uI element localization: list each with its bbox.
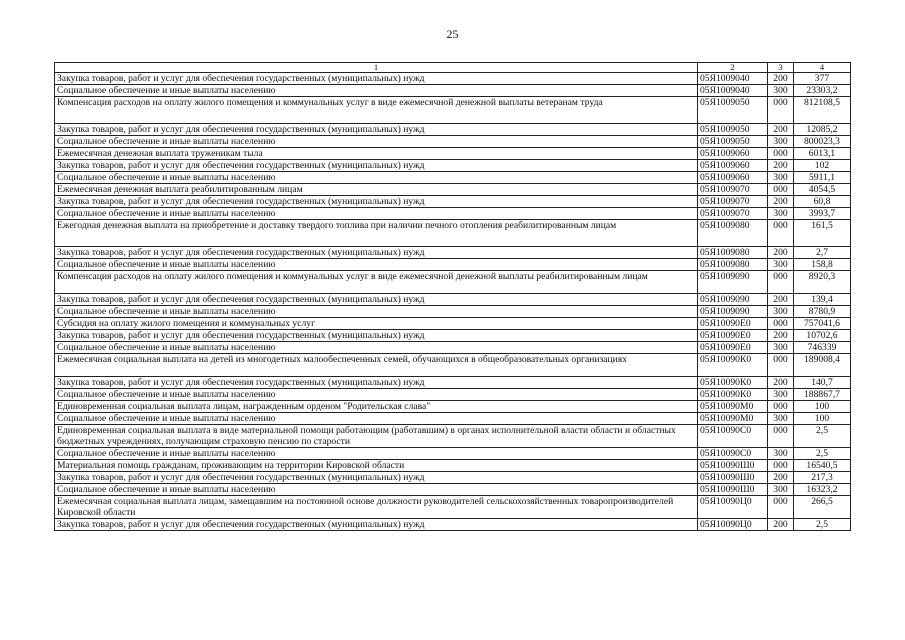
row-name-cell: Ежемесячная денежная выплата труженикам тыла bbox=[55, 148, 698, 160]
row-name-cell: Единовременная социальная выплата лицам, награжденным орденом "Родительская слава" bbox=[55, 401, 698, 413]
table-row bbox=[55, 247, 851, 259]
row-type-cell: 200 bbox=[768, 196, 794, 208]
table-row bbox=[55, 184, 851, 196]
row-amount-cell: 746339 bbox=[794, 342, 851, 354]
table-header-row bbox=[55, 63, 851, 73]
column-header: 4 bbox=[794, 63, 851, 73]
table-row bbox=[55, 271, 851, 294]
row-name-cell: Закупка товаров, работ и услуг для обеспечения государственных (муниципальных) нужд bbox=[55, 124, 698, 136]
row-name-cell: Ежемесячная социальная выплата лицам, замещавшим на постоянной основе должности руководителей сельскохозяйственных товаропроизводителей Кировской области bbox=[55, 496, 698, 519]
row-code-cell: 05Я1009040 bbox=[698, 73, 768, 85]
budget-table-body bbox=[55, 63, 851, 531]
row-name-cell: Закупка товаров, работ и услуг для обеспечения государственных (муниципальных) нужд bbox=[55, 160, 698, 172]
table-row bbox=[55, 136, 851, 148]
row-amount-cell: 12085,2 bbox=[794, 124, 851, 136]
row-name-cell: Закупка товаров, работ и услуг для обеспечения государственных (муниципальных) нужд bbox=[55, 247, 698, 259]
row-amount-cell: 100 bbox=[794, 413, 851, 425]
row-code-cell: 05Я10090Ц0 bbox=[698, 519, 768, 531]
row-code-cell: 05Я1009050 bbox=[698, 136, 768, 148]
row-type-cell: 200 bbox=[768, 73, 794, 85]
table-row bbox=[55, 389, 851, 401]
row-type-cell: 300 bbox=[768, 342, 794, 354]
row-name-cell: Социальное обеспечение и иные выплаты населению bbox=[55, 172, 698, 184]
table-row bbox=[55, 318, 851, 330]
table-row bbox=[55, 73, 851, 85]
row-amount-cell: 2,5 bbox=[794, 425, 851, 448]
column-header: 3 bbox=[768, 63, 794, 73]
row-code-cell: 05Я1009080 bbox=[698, 259, 768, 271]
row-name-cell: Социальное обеспечение и иные выплаты населению bbox=[55, 259, 698, 271]
row-code-cell: 05Я10090Е0 bbox=[698, 342, 768, 354]
row-type-cell: 200 bbox=[768, 330, 794, 342]
row-type-cell: 000 bbox=[768, 318, 794, 330]
row-type-cell: 000 bbox=[768, 271, 794, 294]
row-type-cell: 000 bbox=[768, 496, 794, 519]
row-code-cell: 05Я10090М0 bbox=[698, 401, 768, 413]
row-code-cell: 05Я1009090 bbox=[698, 306, 768, 318]
row-type-cell: 000 bbox=[768, 148, 794, 160]
row-code-cell: 05Я10090Ш0 bbox=[698, 472, 768, 484]
row-amount-cell: 266,5 bbox=[794, 496, 851, 519]
row-code-cell: 05Я10090Ш0 bbox=[698, 484, 768, 496]
row-code-cell: 05Я10090Ц0 bbox=[698, 496, 768, 519]
row-amount-cell: 757041,6 bbox=[794, 318, 851, 330]
row-code-cell: 05Я1009040 bbox=[698, 85, 768, 97]
row-type-cell: 200 bbox=[768, 377, 794, 389]
table-row bbox=[55, 354, 851, 377]
table-row bbox=[55, 85, 851, 97]
row-name-cell: Материальная помощь гражданам, проживающим на территории Кировской области bbox=[55, 460, 698, 472]
row-amount-cell: 2,7 bbox=[794, 247, 851, 259]
row-type-cell: 200 bbox=[768, 294, 794, 306]
row-name-cell: Ежемесячная социальная выплата на детей из многодетных малообеспеченных семей, обучающихся в общеобразовательных организациях bbox=[55, 354, 698, 377]
row-type-cell: 000 bbox=[768, 184, 794, 196]
row-amount-cell: 189008,4 bbox=[794, 354, 851, 377]
row-name-cell: Ежемесячная денежная выплата реабилитированным лицам bbox=[55, 184, 698, 196]
row-code-cell: 05Я1009060 bbox=[698, 148, 768, 160]
row-code-cell: 05Я1009070 bbox=[698, 196, 768, 208]
row-code-cell: 05Я10090Е0 bbox=[698, 330, 768, 342]
row-code-cell: 05Я10090С0 bbox=[698, 448, 768, 460]
row-type-cell: 300 bbox=[768, 136, 794, 148]
row-name-cell: Социальное обеспечение и иные выплаты населению bbox=[55, 484, 698, 496]
row-type-cell: 300 bbox=[768, 448, 794, 460]
row-code-cell: 05Я1009060 bbox=[698, 160, 768, 172]
row-code-cell: 05Я1009070 bbox=[698, 184, 768, 196]
row-code-cell: 05Я10090М0 bbox=[698, 413, 768, 425]
row-type-cell: 000 bbox=[768, 97, 794, 124]
column-header: 1 bbox=[55, 63, 698, 73]
row-name-cell: Субсидия на оплату жилого помещения и коммунальных услуг bbox=[55, 318, 698, 330]
row-amount-cell: 377 bbox=[794, 73, 851, 85]
row-name-cell: Социальное обеспечение и иные выплаты населению bbox=[55, 413, 698, 425]
row-name-cell: Закупка товаров, работ и услуг для обеспечения государственных (муниципальных) нужд bbox=[55, 472, 698, 484]
row-name-cell: Социальное обеспечение и иные выплаты населению bbox=[55, 389, 698, 401]
table-row bbox=[55, 401, 851, 413]
row-type-cell: 200 bbox=[768, 519, 794, 531]
row-name-cell: Закупка товаров, работ и услуг для обеспечения государственных (муниципальных) нужд bbox=[55, 294, 698, 306]
row-type-cell: 300 bbox=[768, 208, 794, 220]
row-type-cell: 300 bbox=[768, 484, 794, 496]
row-code-cell: 05Я10090К0 bbox=[698, 354, 768, 377]
row-name-cell: Закупка товаров, работ и услуг для обеспечения государственных (муниципальных) нужд bbox=[55, 196, 698, 208]
row-type-cell: 300 bbox=[768, 259, 794, 271]
row-amount-cell: 2,5 bbox=[794, 448, 851, 460]
column-header: 2 bbox=[698, 63, 768, 73]
row-code-cell: 05Я10090Ш0 bbox=[698, 460, 768, 472]
row-amount-cell: 10702,6 bbox=[794, 330, 851, 342]
row-name-cell: Социальное обеспечение и иные выплаты населению bbox=[55, 342, 698, 354]
row-code-cell: 05Я1009080 bbox=[698, 247, 768, 259]
table-row bbox=[55, 220, 851, 247]
row-type-cell: 300 bbox=[768, 85, 794, 97]
row-amount-cell: 188867,7 bbox=[794, 389, 851, 401]
row-type-cell: 200 bbox=[768, 124, 794, 136]
row-amount-cell: 6013,1 bbox=[794, 148, 851, 160]
table-row bbox=[55, 259, 851, 271]
row-name-cell: Социальное обеспечение и иные выплаты населению bbox=[55, 208, 698, 220]
row-type-cell: 000 bbox=[768, 460, 794, 472]
row-amount-cell: 23303,2 bbox=[794, 85, 851, 97]
row-name-cell: Закупка товаров, работ и услуг для обеспечения государственных (муниципальных) нужд bbox=[55, 519, 698, 531]
row-code-cell: 05Я10090Е0 bbox=[698, 318, 768, 330]
row-amount-cell: 140,7 bbox=[794, 377, 851, 389]
row-amount-cell: 102 bbox=[794, 160, 851, 172]
row-code-cell: 05Я1009080 bbox=[698, 220, 768, 247]
row-amount-cell: 4054,5 bbox=[794, 184, 851, 196]
table-row bbox=[55, 97, 851, 124]
row-code-cell: 05Я1009090 bbox=[698, 271, 768, 294]
table-row bbox=[55, 124, 851, 136]
table-row bbox=[55, 342, 851, 354]
row-name-cell: Социальное обеспечение и иные выплаты населению bbox=[55, 85, 698, 97]
table-row bbox=[55, 460, 851, 472]
row-amount-cell: 60,8 bbox=[794, 196, 851, 208]
row-code-cell: 05Я10090К0 bbox=[698, 389, 768, 401]
row-amount-cell: 158,8 bbox=[794, 259, 851, 271]
table-row bbox=[55, 148, 851, 160]
row-type-cell: 200 bbox=[768, 247, 794, 259]
budget-table bbox=[54, 62, 851, 531]
row-name-cell: Компенсация расходов на оплату жилого помещения и коммунальных услуг в виде ежемесячной денежной выплаты реабилитированным лицам bbox=[55, 271, 698, 294]
table-row bbox=[55, 448, 851, 460]
table-row bbox=[55, 472, 851, 484]
row-name-cell: Единовременная социальная выплата в виде материальной помощи работающим (работавшим) в органах исполнительной власти области и областных бюджетных учреждениях, получающим страховую пенсию по старости bbox=[55, 425, 698, 448]
table-row bbox=[55, 172, 851, 184]
row-type-cell: 300 bbox=[768, 389, 794, 401]
row-type-cell: 300 bbox=[768, 413, 794, 425]
row-type-cell: 000 bbox=[768, 220, 794, 247]
row-type-cell: 300 bbox=[768, 306, 794, 318]
row-amount-cell: 800023,3 bbox=[794, 136, 851, 148]
row-amount-cell: 16323,2 bbox=[794, 484, 851, 496]
table-row bbox=[55, 377, 851, 389]
row-amount-cell: 8780,9 bbox=[794, 306, 851, 318]
row-amount-cell: 139,4 bbox=[794, 294, 851, 306]
row-type-cell: 200 bbox=[768, 160, 794, 172]
row-type-cell: 000 bbox=[768, 425, 794, 448]
row-name-cell: Закупка товаров, работ и услуг для обеспечения государственных (муниципальных) нужд bbox=[55, 377, 698, 389]
page-number: 25 bbox=[446, 27, 459, 41]
table-row bbox=[55, 160, 851, 172]
table-row bbox=[55, 306, 851, 318]
row-type-cell: 000 bbox=[768, 354, 794, 377]
table-row bbox=[55, 208, 851, 220]
row-amount-cell: 2,5 bbox=[794, 519, 851, 531]
row-name-cell: Социальное обеспечение и иные выплаты населению bbox=[55, 448, 698, 460]
table-row bbox=[55, 425, 851, 448]
row-amount-cell: 812108,5 bbox=[794, 97, 851, 124]
table-row bbox=[55, 519, 851, 531]
table-row bbox=[55, 484, 851, 496]
row-amount-cell: 8920,3 bbox=[794, 271, 851, 294]
row-name-cell: Социальное обеспечение и иные выплаты населению bbox=[55, 136, 698, 148]
row-type-cell: 000 bbox=[768, 401, 794, 413]
row-code-cell: 05Я1009050 bbox=[698, 97, 768, 124]
row-amount-cell: 100 bbox=[794, 401, 851, 413]
row-amount-cell: 16540,5 bbox=[794, 460, 851, 472]
row-code-cell: 05Я1009050 bbox=[698, 124, 768, 136]
row-amount-cell: 5911,1 bbox=[794, 172, 851, 184]
row-code-cell: 05Я10090К0 bbox=[698, 377, 768, 389]
table-row bbox=[55, 196, 851, 208]
row-amount-cell: 3993,7 bbox=[794, 208, 851, 220]
row-name-cell: Ежегодная денежная выплата на приобретение и доставку твердого топлива при наличии печного отопления реабилитированным лицам bbox=[55, 220, 698, 247]
row-name-cell: Закупка товаров, работ и услуг для обеспечения государственных (муниципальных) нужд bbox=[55, 330, 698, 342]
row-name-cell: Компенсация расходов на оплату жилого помещения и коммунальных услуг в виде ежемесячной денежной выплаты ветеранам труда bbox=[55, 97, 698, 124]
row-amount-cell: 217,3 bbox=[794, 472, 851, 484]
row-type-cell: 300 bbox=[768, 172, 794, 184]
row-code-cell: 05Я10090С0 bbox=[698, 425, 768, 448]
table-row bbox=[55, 413, 851, 425]
row-name-cell: Социальное обеспечение и иные выплаты населению bbox=[55, 306, 698, 318]
row-code-cell: 05Я1009070 bbox=[698, 208, 768, 220]
row-code-cell: 05Я1009060 bbox=[698, 172, 768, 184]
table-row bbox=[55, 294, 851, 306]
row-code-cell: 05Я1009090 bbox=[698, 294, 768, 306]
row-name-cell: Закупка товаров, работ и услуг для обеспечения государственных (муниципальных) нужд bbox=[55, 73, 698, 85]
row-type-cell: 200 bbox=[768, 472, 794, 484]
row-amount-cell: 161,5 bbox=[794, 220, 851, 247]
table-row bbox=[55, 496, 851, 519]
table-row bbox=[55, 330, 851, 342]
